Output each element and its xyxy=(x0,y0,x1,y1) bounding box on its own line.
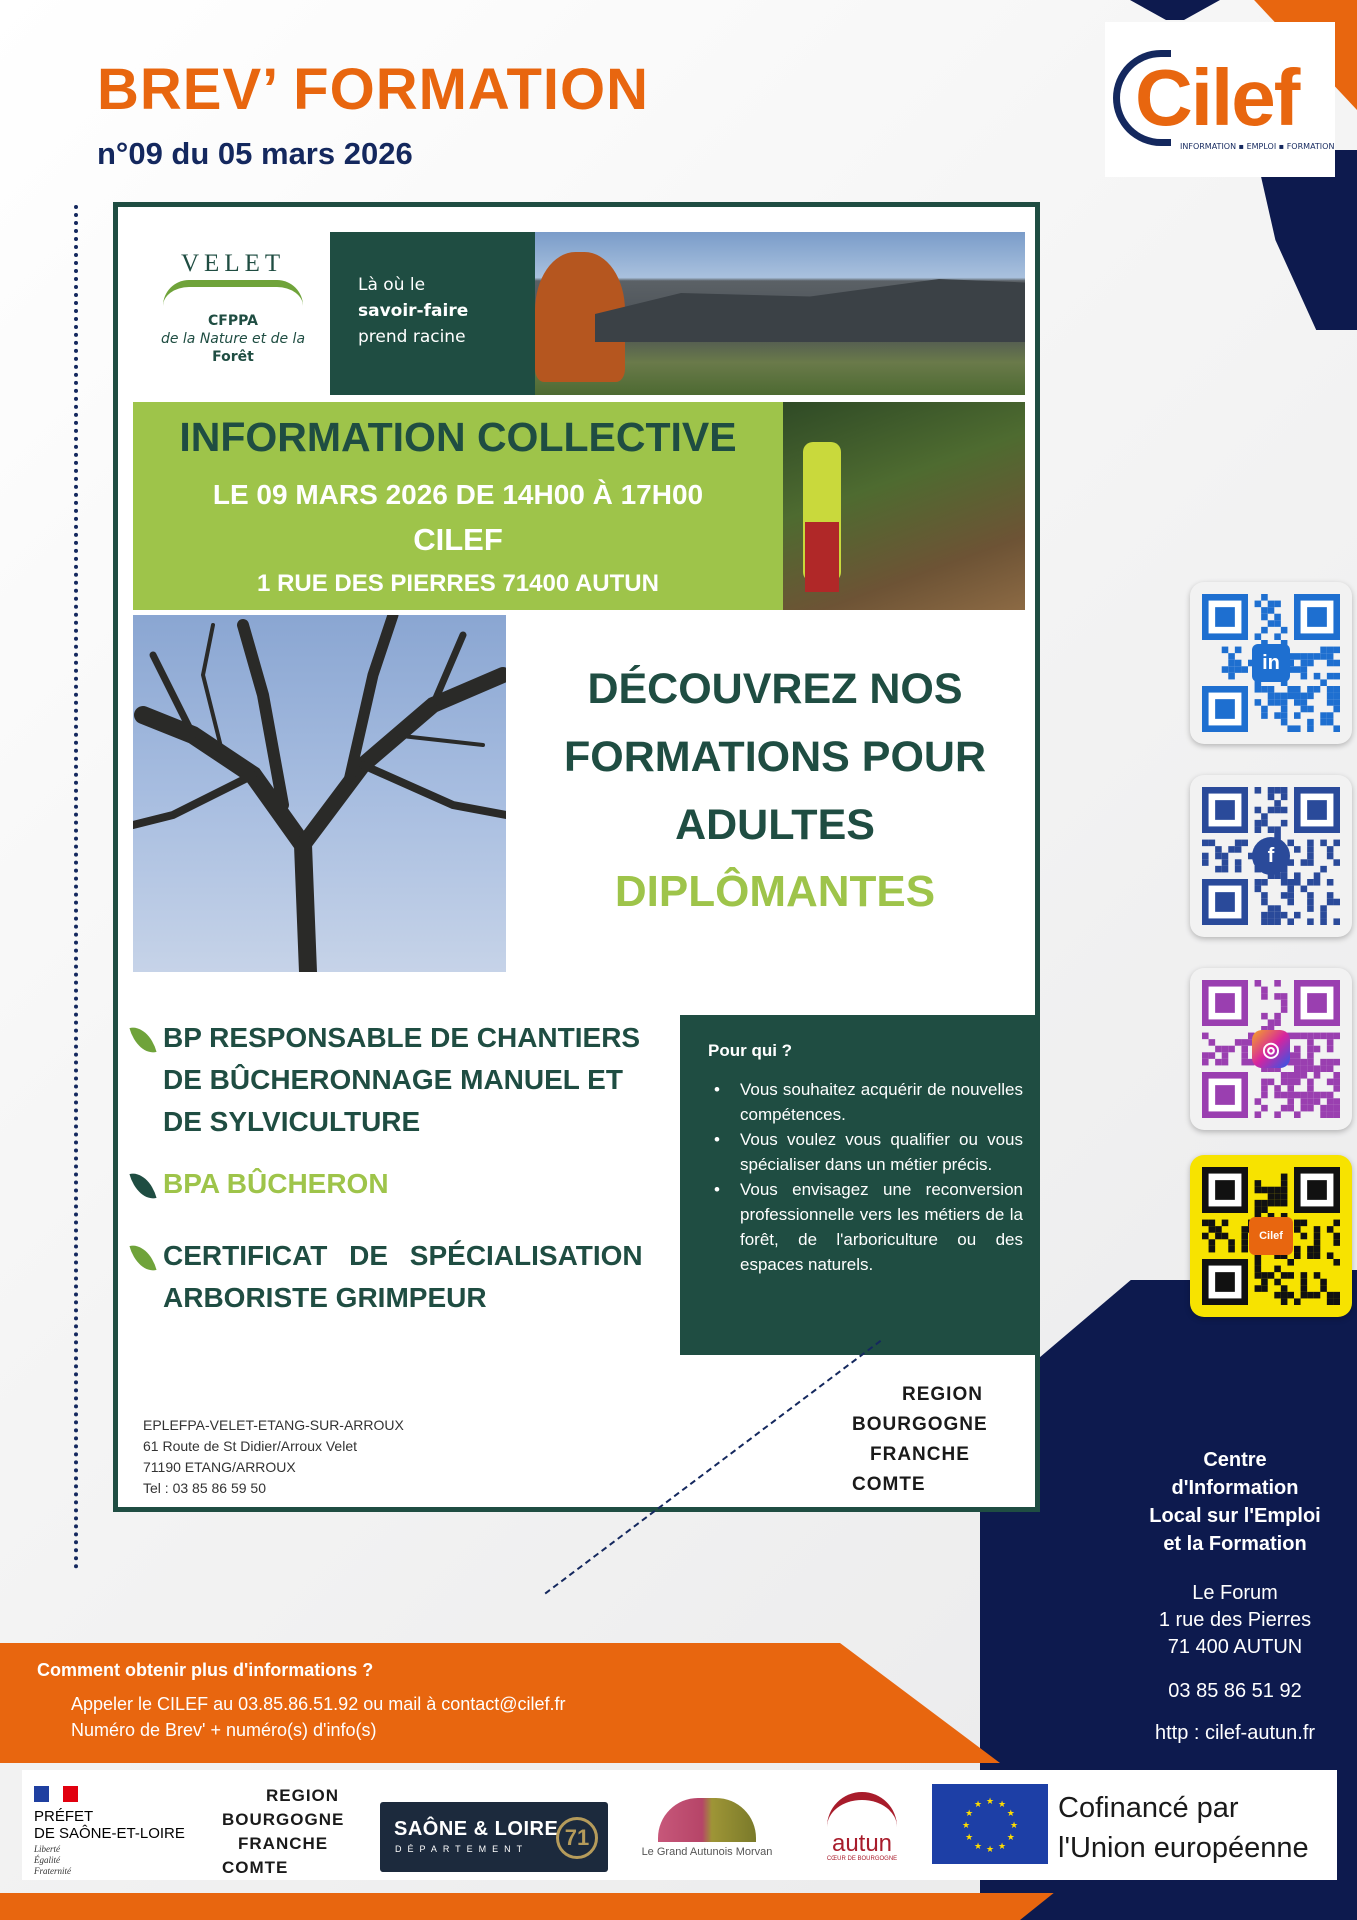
tree-climber-photo xyxy=(133,615,506,972)
side-panel-address: Le Forum 1 rue des Pierres 71 400 AUTUN xyxy=(1158,1582,1312,1658)
autun-logo: autun CŒUR DE BOURGOGNE xyxy=(817,1786,907,1876)
region-logo: REGION BOURGOGNE FRANCHE COMTE xyxy=(852,1384,988,1495)
cilef-logo-tagline: INFORMATION ▪ EMPLOI ▪ FORMATION xyxy=(1180,142,1335,151)
prefet-logo: PRÉFET DE SAÔNE-ET-LOIRE Liberté Égalité Fraternité xyxy=(34,1786,219,1877)
eu-star: ★ xyxy=(985,1845,995,1855)
eu-star: ★ xyxy=(965,1833,974,1843)
eu-star: ★ xyxy=(997,1841,1007,1852)
building-photo xyxy=(535,232,1025,395)
linkedin-qr-code[interactable] xyxy=(1190,582,1352,744)
formation-certificat: CERTIFICAT DE SPÉCIALISATION ARBORISTE GRIMPEUR xyxy=(133,1235,693,1319)
info-session-address: 1 RUE DES PIERRES 71400 AUTUN xyxy=(257,570,659,597)
gam-mark-icon xyxy=(658,1798,756,1842)
region-logo-small: REGION BOURGOGNE FRANCHE COMTE xyxy=(222,1786,345,1877)
snapchat-qr-code[interactable] xyxy=(1190,1155,1352,1317)
slogan: Là où le savoir-faire prend racine xyxy=(358,275,469,347)
formation-bpa: BPA BÛCHERON xyxy=(133,1163,693,1205)
grand-autunois-morvan-logo: Le Grand Autunois Morvan xyxy=(622,1790,792,1870)
eu-star: ★ xyxy=(1009,1821,1019,1831)
school-address: EPLEFPA-VELET-ETANG-SUR-ARROUX 61 Route de St Didier/Arroux Velet 71190 ETANG/ARROUX Tel : 03 85 86 59 50 xyxy=(143,1417,404,1496)
info-session-title: INFORMATION COLLECTIVE xyxy=(179,414,737,460)
instagram-qr-code[interactable] xyxy=(1190,968,1352,1130)
velet-logo xyxy=(133,232,330,395)
eu-cofunding-text: Cofinancé par l'Union européenne xyxy=(1058,1792,1309,1864)
formations-list xyxy=(133,1017,693,1319)
dotted-divider xyxy=(74,205,78,1570)
side-panel-website[interactable]: http : cilef-autun.fr xyxy=(1154,1722,1316,1744)
velet-logo-word: VELET xyxy=(181,250,286,277)
contact-line-reference: Numéro de Brev' + numéro(s) d'info(s) xyxy=(71,1720,377,1740)
contact-line-phone-mail: Appeler le CILEF au 03.85.86.51.92 ou mail à contact@cilef.fr xyxy=(71,1694,566,1714)
target-audience-box xyxy=(680,1015,1040,1355)
target-audience-list xyxy=(708,1077,1023,1277)
eu-star: ★ xyxy=(997,1800,1007,1811)
velet-logo-subtitle: CFPPA de la Nature et de la Forêt xyxy=(160,313,306,365)
eu-star: ★ xyxy=(985,1797,995,1807)
lumberjack-photo xyxy=(783,402,1025,610)
formation-bp: BP RESPONSABLE DE CHANTIERS DE BÛCHERONNAGE MANUEL ET DE SYLVICULTURE xyxy=(133,1017,693,1143)
list-item: • Vous envisagez une reconversion professionnelle vers les métiers de la forêt, de l'arboriculture ou des espaces naturels. xyxy=(708,1177,1023,1277)
eu-star: ★ xyxy=(961,1821,971,1831)
info-session-date: LE 09 MARS 2026 DE 14H00 À 17H00 xyxy=(212,479,704,510)
building-roof xyxy=(595,272,1025,342)
french-flag-icon xyxy=(34,1786,78,1802)
list-item: • Vous souhaitez acquérir de nouvelles compétences. xyxy=(708,1077,1023,1127)
cilef-logo xyxy=(1105,22,1335,177)
tree-branches xyxy=(133,615,506,972)
facebook-qr-code[interactable] xyxy=(1190,775,1352,937)
eu-star: ★ xyxy=(965,1809,974,1819)
footer-bar-navy xyxy=(1020,1893,1357,1920)
facebook-icon: f xyxy=(1252,837,1290,875)
eu-flag-icon xyxy=(932,1784,1048,1864)
event-poster xyxy=(113,202,1040,1512)
slogan-band xyxy=(330,232,535,395)
info-session-band xyxy=(133,402,783,610)
leaf-icon xyxy=(129,1023,156,1057)
eu-star: ★ xyxy=(1006,1809,1015,1819)
side-panel-phone: 03 85 86 51 92 xyxy=(1168,1680,1302,1702)
eu-stars xyxy=(932,1784,1048,1864)
lumberjack-legs xyxy=(805,522,839,592)
linkedin-icon: in xyxy=(1252,644,1290,682)
cilef-logo-word: Cilef xyxy=(1135,53,1299,142)
cilef-icon: Cilef xyxy=(1249,1217,1293,1255)
autun-mark-icon xyxy=(827,1792,897,1832)
info-session-place: CILEF xyxy=(413,522,503,557)
leaf-icon xyxy=(129,1241,156,1275)
target-audience-title: Pour qui ? xyxy=(708,1041,793,1060)
contact-title: Comment obtenir plus d'informations ? xyxy=(37,1660,374,1680)
eu-star: ★ xyxy=(973,1800,983,1811)
side-panel-title: Centre d'Information Local sur l'Emploi et la Formation xyxy=(1149,1449,1321,1555)
headline-accent: DIPLÔMANTES xyxy=(614,867,936,916)
instagram-icon: ◎ xyxy=(1252,1030,1290,1068)
velet-logo-swoosh xyxy=(163,280,303,306)
newsletter-issue: n°09 du 05 mars 2026 xyxy=(97,136,413,171)
newsletter-title: BREV’ FORMATION xyxy=(97,57,650,122)
eu-star: ★ xyxy=(1006,1833,1015,1843)
headline: DÉCOUVREZ NOS FORMATIONS POUR ADULTES xyxy=(563,665,987,849)
saone-et-loire-logo: SAÔNE & LOIRE DÉPARTEMENT 71 xyxy=(380,1802,608,1872)
list-item: • Vous voulez vous qualifier ou vous spécialiser dans un métier précis. xyxy=(708,1127,1023,1177)
partner-logos xyxy=(22,1770,1337,1880)
eu-star: ★ xyxy=(973,1841,983,1852)
leaf-icon xyxy=(129,1169,156,1203)
